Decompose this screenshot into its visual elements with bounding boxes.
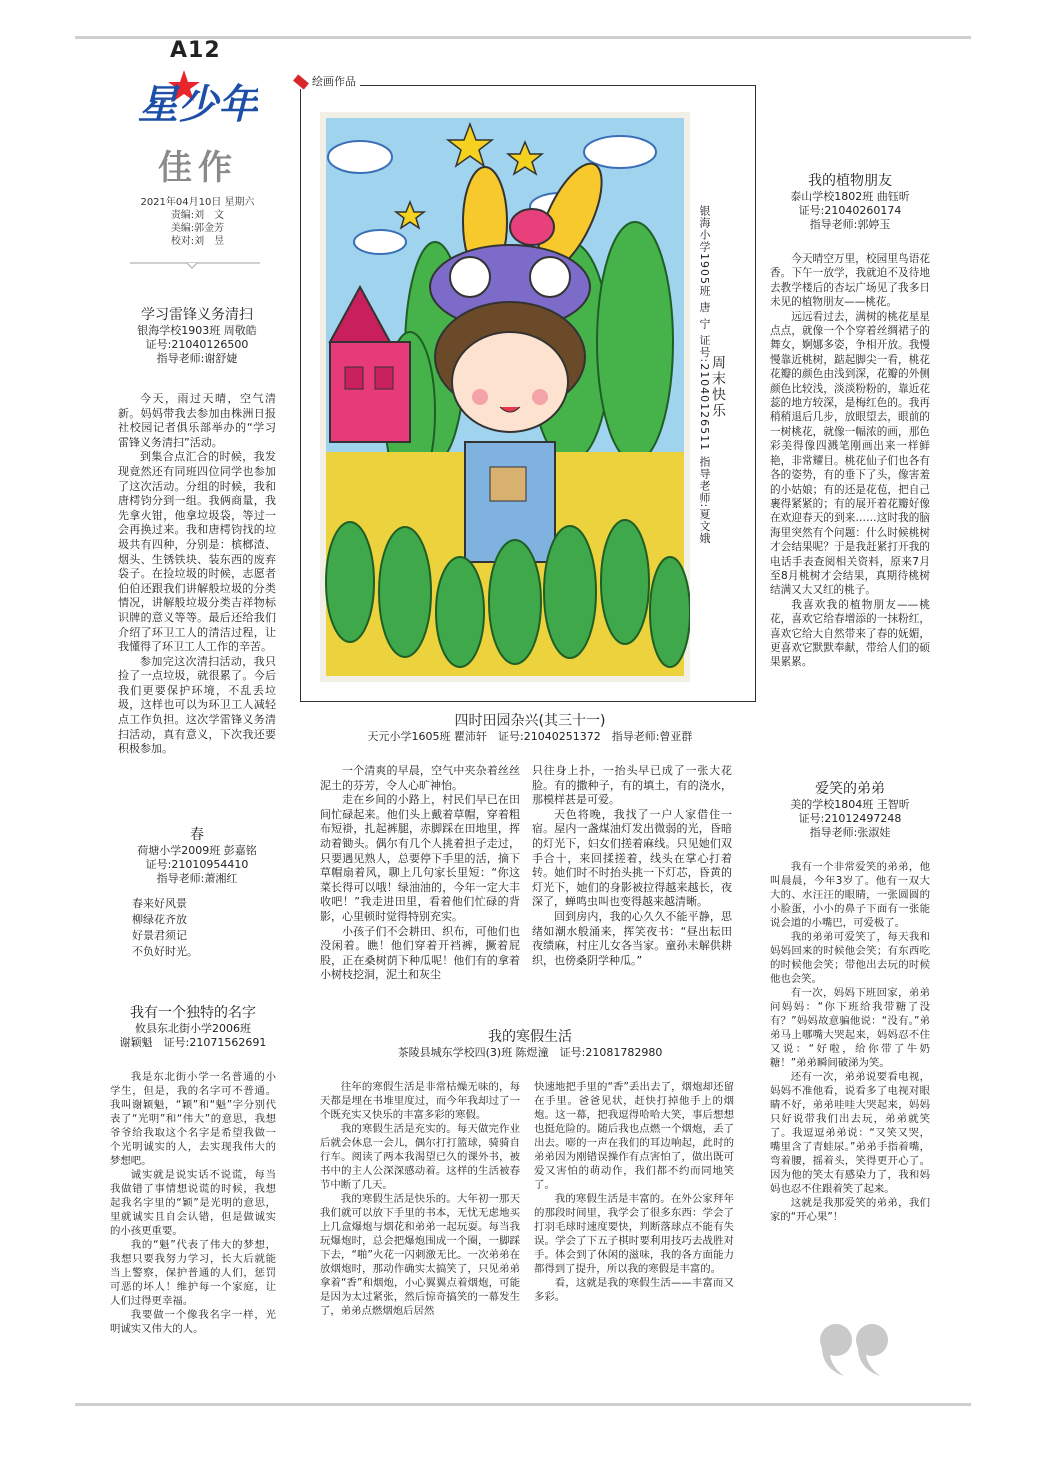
article-column — [532, 764, 732, 968]
paragraph: 到集合点汇合的时候，我发现竟然还有同班四位同学也参加了这次活动。分组的时候，我和唐樗钧分到一组。我俩商量，我先拿火钳，他拿垃圾袋，等过一会再换过来。我和唐樗钧找的垃圾共有四种，分别是：槟榔渣、烟头、生锈铁块、装东西的废弃袋子。在捡垃圾的时候，志愿者伯伯还跟我们讲解般垃圾的分类情况，讲解般垃圾分类吉祥物标识牌的意义等等。最后还给我们介绍了环卫工人的清洁过程，让我懂得了环卫工人工作的辛苦。 — [118, 450, 276, 654]
page-number: A12 — [170, 38, 221, 63]
paragraph: 远远看过去，满树的桃花星星点点，就像一个个穿着丝绸裙子的舞女，婀娜多姿，争相开放。我慢慢靠近桃树，踮起脚尖一看，桃花花瓣的颜色由浅到深，花瓣的外侧颜色比较浅，淡淡粉粉的，靠近花蕊的地方较深，是梅红色的。我再稍稍退后几步，放眼望去，眼前的一树桃花，就像一幅浓的画，那色彩美得像四溅笔刚画出来一样鲜艳，非常耀目。桃花仙子们也各有各的姿势，有的垂下了头，像害羞的小姑娘；有的还是花苞，把自己裹得紧紧的；有的展开着花瓣好像在欢迎春天的到来……这时我的脑海里突然有个问题：什么时候桃树才会结果呢？于是我赶紧打开我的电话手表查阅相关资料，原来7月至8月桃树才会结果，真期待桃树结满又大又红的桃子。 — [770, 310, 930, 597]
article-column — [320, 1080, 520, 1318]
article-title: 爱笑的弟弟 — [815, 781, 885, 797]
painting-tag — [292, 73, 360, 89]
article-id: 证号:21040260174 — [798, 204, 902, 217]
edition-meta — [110, 196, 285, 248]
paragraph: 天色将晚，我找了一户人家借住一宿。屋内一盏煤油灯发出微弱的光，昏暗的灯光下，妇女们搓着麻线。只见她们双手合十，来回揉搓着，线头在掌心打着转。她们时不时抬头挑一下灯芯，昏黄的灯光下，她们的身影被拉得越来越长，夜深了，蝉鸣虫叫也变得越来越清晰。 — [532, 807, 732, 909]
article-teacher: 指导老师:张淑娃 — [809, 826, 891, 839]
svg-text:星少年: 星少年 — [138, 82, 258, 128]
paragraph: 我喜欢我的植物朋友——桃花，喜欢它给春增添的一抹粉红，喜欢它给大自然带来了春的妩媚，更喜欢它默默奉献，带给人们的硕果累累。 — [770, 598, 930, 669]
paragraph: 走在乡间的小路上，村民们早已在田间忙碌起来。他们头上戴着草帽，穿着粗布短褂，扎起裤腿，赤脚踩在田地里，挥动着锄头。偶尔有几个人挑着担子走过，只要遇见熟人，总要停下手里的活，摘下草帽扇着风，聊上几句家长里短：“你这菜长得可以哦！绿油油的，今年一定大丰收吧！”我走进田里，看着他们忙碌的背影，心里顿时觉得特别充实。 — [320, 793, 520, 923]
paragraph: 小孩子们不会耕田、织布，可他们也没闲着。瞧！他们穿着开裆裤，撅着屁股，正在桑树荫下种瓜呢！他们有的拿着小树枝挖洞，泥土和灰尘 — [320, 924, 520, 982]
article-school: 泰山学校1802班 曲钰昕 — [790, 190, 910, 203]
painting-tag-label: 绘画作品 — [312, 75, 356, 88]
section-title: 佳作 — [158, 148, 238, 188]
article-leifeng — [118, 306, 276, 757]
paragraph: 我是东北街小学一名普通的小学生，但是，我的名字可不普通。我叫谢颖魁，“颖”和“魁”字分别代表了“光明”和“伟大”的意思，我想爷爷给我取这个名字是希望我做一个光明诚实的人，去实现我伟大的梦想吧。 — [110, 1071, 276, 1167]
article-winter — [310, 1028, 750, 1060]
poem-line: 好景君须记 — [132, 929, 187, 942]
poem-lines — [118, 896, 276, 960]
paragraph: 我的寒假生活是丰富的。在外公家拜年的那段时间里，我学会了很多东西：学会了打羽毛球时速度要快，判断落球点不能有失误。学会了下五子棋时要利用技巧去战胜对手。体会到了休闲的滋味，我的各方面能力都得到了提升，所以我的寒假是丰富的。 — [534, 1193, 734, 1275]
editor: 责编:刘 文 — [170, 210, 225, 221]
paragraph: 有一次，妈妈下班回家，弟弟问妈妈：“你下班给我带糖了没有？”妈妈故意骗他说：“没有。”弟弟马上哪嘴大哭起来，妈妈忍不住又说：“好啦，给你带了牛奶糖！”弟弟瞬间破涕为笑。 — [770, 987, 930, 1069]
paragraph: 诚实就是说实话不说谎，每当我做错了事情想说谎的时候，我想起我名字里的“颖”是光明的意思，里就诚实且自会认错，但是做诚实的小孩更重要。 — [110, 1169, 276, 1237]
paragraph: 往年的寒假生活是非常枯燥无味的，每天都是埋在书堆里度过，而今年我却过了一个既充实又快乐的丰富多彩的寒假。 — [320, 1081, 520, 1121]
article-tianyuan — [310, 712, 750, 744]
painting-byline: 银海小学1905班 唐 宁 证号:21040126511 指导老师:夏文娥 — [698, 205, 711, 545]
article-byline: 茶陵县城东学校四(3)班 陈煜潼 证号:21081782980 — [397, 1046, 663, 1059]
paragraph: 还有一次，弟弟说要看电视，妈妈不准他看，说看多了电视对眼睛不好，弟弟哇哇大哭起来，妈妈只好说带我们出去玩，弟弟就笑了。我逗逗弟弟说：“又笑又哭，嘴里含了青蛙尿。”弟弟手指着嘴，弯着腰，摇着头，笑得更开心了。因为他的笑太有感染力了，我和妈妈也忍不住跟着笑了起来。 — [770, 1071, 930, 1195]
paragraph: 回到房内，我的心久久不能平静，思绪如潮水般涌来，挥笑夜书：“昼出耘田夜绩麻，村庄儿女各当家。童孙未解供耕织，也傍桑阴学种瓜。” — [532, 909, 732, 967]
quote-mark-icon — [816, 1320, 896, 1380]
paragraph: 我的寒假生活是充实的。每天做完作业后就会休息一会儿，偶尔打打篮球，骑骑自行车。阅读了两本我渴望已久的课外书，被书中的主人公深深感动着。这样的生活被春节中断了几天。 — [320, 1123, 520, 1191]
paragraph: 今天，雨过天晴，空气清新。妈妈带我去参加由株洲日报社校园记者俱乐部举办的“学习雷锋义务清扫”活动。 — [118, 392, 276, 449]
art-editor: 美编:郭金芳 — [170, 223, 225, 234]
issue-date: 2021年04月10日 星期六 — [140, 197, 255, 208]
poem-line: 柳绿花齐放 — [132, 913, 187, 926]
article-school: 美的学校1804班 王智昕 — [790, 798, 910, 811]
article-body — [110, 1070, 276, 1336]
article-body — [770, 252, 930, 670]
article-author-id: 谢颖魁 证号:21071562691 — [119, 1036, 267, 1049]
article-column — [320, 764, 520, 983]
article-title: 四时田园杂兴(其三十一) — [454, 713, 606, 729]
article-spring — [118, 826, 276, 960]
paragraph: 快速地把手里的“香”丢出去了，烟炮却还留在手里。爸爸见状，赶快打掉他手上的烟炮。这一幕，把我逗得哈哈大笑，事后想想也挺危险的。随后我也点燃一个烟炮，丢了出去。嘭的一声在我们的耳边响起，此时的弟弟因为刚错误操作有点害怕了，做出既可爱又害怕的萌动作，我们都不约而同地笑了。 — [534, 1081, 734, 1191]
poem-line: 不负好时光。 — [132, 945, 198, 958]
article-id: 证号:21010954410 — [145, 858, 249, 871]
paragraph: 看，这就是我的寒假生活——丰富而又多彩。 — [534, 1277, 734, 1303]
article-teacher: 指导老师:郭婷玉 — [809, 218, 891, 231]
article-title: 学习雷锋义务清扫 — [141, 307, 253, 323]
article-title: 我的植物朋友 — [808, 173, 892, 189]
paragraph: 只往身上扑，一抬头早已成了一张大花脸。有的撒种子，有的填土，有的浇水，那模样甚是可爱。 — [532, 764, 732, 807]
proofreader: 校对:刘 昱 — [170, 236, 225, 247]
chevron-down-icon — [186, 262, 198, 270]
star-youth-logo — [138, 66, 258, 136]
painting-title: 周末快乐 — [710, 355, 726, 419]
article-body — [770, 860, 930, 1224]
article-byline: 天元小学1605班 瞿沛轩 证号:21040251372 指导老师:曾亚群 — [367, 730, 693, 743]
article-id: 证号:21040126500 — [145, 338, 249, 351]
article-school: 攸县东北街小学2006班 — [135, 1022, 251, 1035]
article-brother — [770, 780, 930, 1224]
article-column — [534, 1080, 734, 1304]
paragraph: 我有一个非常爱笑的弟弟，他叫晨晨，今年3岁了。他有一双大大的、水汪汪的眼睛，一张圆圆的小脸蛋，小小的鼻子下面有一张能说会道的小嘴巴，可爱极了。 — [770, 861, 930, 929]
article-title: 我有一个独特的名字 — [130, 1005, 256, 1021]
article-plant — [770, 172, 930, 670]
pencil-icon — [293, 74, 309, 89]
article-teacher: 指导老师:谢舒婕 — [156, 352, 238, 365]
article-school: 荷塘小学2009班 彭嘉铭 — [137, 844, 257, 857]
article-teacher: 指导老师:萧湘红 — [156, 872, 238, 885]
paragraph: 我的寒假生活是快乐的。大年初一那天我们就可以放下手里的书本，无忧无虑地买上几盒爆炮与烟花和弟弟一起玩耍。每当我玩爆炮时，总会把爆炮围成一个圈，一脚踩下去，“啪”火花一闪刺激无比。一次弟弟在放烟炮时，那动作确实太搞笑了，只见弟弟拿着“香”和烟炮，小心翼翼点着烟炮，可能是因为太过紧张，然后惊奇搞笑的一幕发生了，弟弟点燃烟炮后居然 — [320, 1193, 520, 1317]
painting-artwork — [320, 112, 690, 682]
article-id: 证号:21012497248 — [798, 812, 902, 825]
paragraph: 今天晴空万里，校园里鸟语花香。下午一放学，我就迫不及待地去教学楼后的杏坛广场见了我多日未见的植物朋友——桃花。 — [770, 253, 930, 309]
article-body — [118, 392, 276, 757]
paragraph: 参加完这次清扫活动，我只捡了一点垃圾，就很累了。今后我们更要保护环境，不乱丢垃圾，这样也可以为环卫工人减轻点工作负担。这次学雷锋义务清扫活动，真有意义，下次我还要积极参加。 — [118, 654, 276, 756]
article-title: 春 — [190, 827, 204, 843]
paragraph: 我的弟弟可爱笑了，每天我和妈妈回来的时候他会笑；有东西吃的时候他会笑；带他出去玩的时候他也会笑。 — [770, 931, 930, 985]
bottom-rule — [75, 1403, 971, 1406]
paragraph: 我要做一个像我名字一样，光明诚实又伟大的人。 — [110, 1309, 276, 1335]
paragraph: 我的“魁”代表了伟大的梦想，我想只要我努力学习，长大后就能当上警察，保护普通的人们，惩罚可恶的坏人！维护每一个家庭，让人们过得更幸福。 — [110, 1239, 276, 1307]
poem-line: 春来好风景 — [132, 897, 187, 910]
paragraph: 一个清爽的早晨，空气中夹杂着丝丝泥土的芬芳，令人心旷神怡。 — [320, 764, 520, 792]
article-name — [110, 1004, 276, 1336]
article-title: 我的寒假生活 — [488, 1029, 572, 1045]
article-school: 银海学校1903班 周敬皓 — [137, 324, 257, 337]
paragraph: 这就是我那爱笑的弟弟，我们家的“开心果”！ — [770, 1197, 930, 1223]
